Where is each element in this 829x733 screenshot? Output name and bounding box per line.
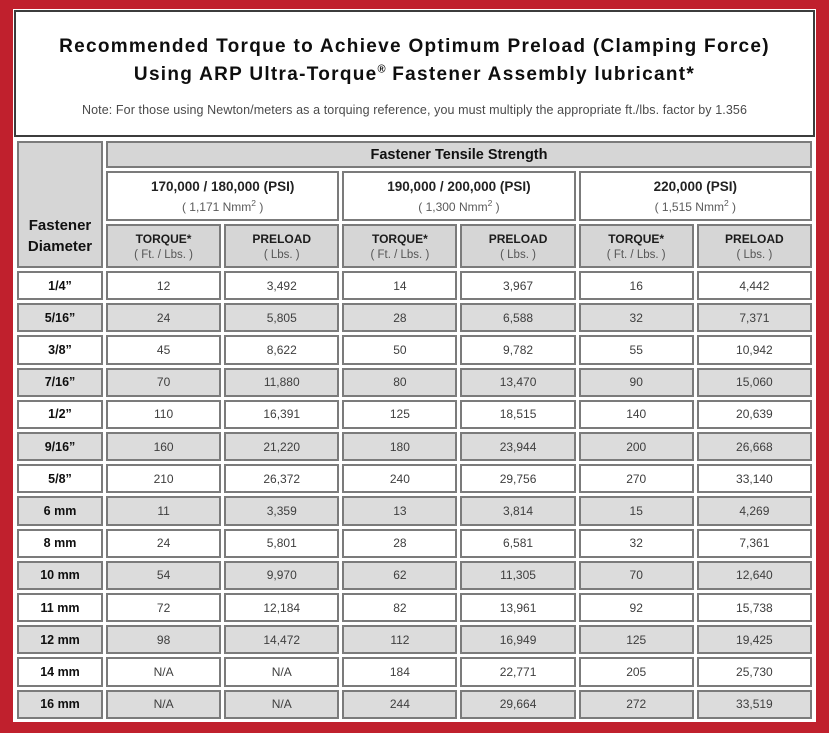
torque-cell: 15 [579,496,694,525]
corner-line2: Diameter [27,238,93,255]
torque-unit: ( Ft. / Lbs. ) [134,248,193,261]
preload-label: PRELOAD [252,231,312,246]
content-area [13,9,816,722]
torque-cell: 240 [342,464,457,493]
preload-cell: 19,425 [697,625,812,654]
torque-cell: 70 [579,561,694,590]
diameter-cell: 14 mm [17,657,103,686]
diameter-cell: 7/16” [17,368,103,397]
torque-cell: 200 [579,432,694,461]
diameter-cell: 8 mm [17,529,103,558]
preload-cell: 15,738 [697,593,812,622]
preload-cell: 9,970 [224,561,339,590]
preload-label: PRELOAD [488,231,548,246]
table-row [17,303,812,332]
psi-value: 220,000 (PSI) [653,179,737,195]
strength-170-180-header [106,171,339,221]
torque-label: TORQUE* [135,231,192,246]
preload-unit: ( Lbs. ) [263,248,300,261]
preload-unit: ( Lbs. ) [500,248,536,261]
table-row [17,400,812,429]
psi-header-row [17,171,812,221]
torque-cell: 32 [579,529,694,558]
nmm-text: ( 1,300 Nmm [418,200,488,214]
preload-cell: 16,949 [460,625,575,654]
torque-cell: 244 [342,690,457,719]
note-text: Note: For those using Newton/meters as a torquing reference, you must multiply the appropriate ft./lbs. factor by 1.356 [81,102,747,117]
torque-cell: 54 [106,561,221,590]
preload-cell: 20,639 [697,400,812,429]
torque-cell: 24 [106,303,221,332]
preload-label: PRELOAD [725,231,784,246]
torque-cell: 270 [579,464,694,493]
table-row [17,529,812,558]
nmm-text: ( 1,171 Nmm [181,200,252,214]
nmm-close: ) [728,200,737,214]
preload-cell: 22,771 [460,657,575,686]
torque-cell: 98 [106,625,221,654]
registered-trademark-symbol: ® [377,63,386,76]
preload-cell: 7,371 [697,303,812,332]
preload-cell: 8,622 [224,335,339,364]
preload-cell: 6,581 [460,529,575,558]
torque-cell: 205 [579,657,694,686]
table-row [17,368,812,397]
nmm-superscript: 2 [487,198,493,208]
torque-cell: 11 [106,496,221,525]
torque-column-header [106,224,221,268]
torque-cell: N/A [106,657,221,686]
preload-cell: 29,664 [460,690,575,719]
title-line2-text: Using ARP Ultra-Torque [133,64,378,85]
fastener-diameter-header [17,141,103,268]
preload-cell: 12,640 [697,561,812,590]
preload-cell: 13,961 [460,593,575,622]
preload-cell: 21,220 [224,432,339,461]
nmm-superscript: 2 [723,198,729,208]
torque-cell: 62 [342,561,457,590]
nmm-value [346,198,571,216]
torque-cell: 160 [106,432,221,461]
torque-cell: 82 [342,593,457,622]
preload-cell: 29,756 [460,464,575,493]
torque-cell: 110 [106,400,221,429]
table-row [17,432,812,461]
torque-cell: N/A [106,690,221,719]
preload-cell: 10,942 [697,335,812,364]
preload-column-header [460,224,575,268]
title-line2-tail: Fastener Assembly lubricant* [385,64,696,85]
preload-cell: 14,472 [224,625,339,654]
diameter-cell: 6 mm [17,496,103,525]
page-title-line1: Recommended Torque to Achieve Optimum Preload (Clamping Force) [59,35,770,57]
preload-cell: 33,140 [697,464,812,493]
torque-cell: 70 [106,368,221,397]
diameter-cell: 12 mm [17,625,103,654]
torque-cell: 28 [342,529,457,558]
nmm-value [583,198,808,216]
preload-cell: 3,814 [460,496,575,525]
nmm-close: ) [492,200,500,214]
preload-cell: 5,801 [224,529,339,558]
psi-value: 170,000 / 180,000 (PSI) [150,179,295,195]
table-row [17,690,812,719]
diameter-cell: 1/4” [17,271,103,300]
torque-cell: 28 [342,303,457,332]
strength-190-200-header [342,171,575,221]
torque-cell: 125 [579,625,694,654]
torque-cell: 180 [342,432,457,461]
nmm-close: ) [256,200,264,214]
tensile-strength-header: Fastener Tensile Strength [106,141,812,168]
preload-cell: 3,967 [460,271,575,300]
torque-cell: 272 [579,690,694,719]
torque-cell: 125 [342,400,457,429]
table-row [17,335,812,364]
title-box [14,10,815,137]
page-title-line2 [134,61,695,90]
torque-cell: 112 [342,625,457,654]
torque-cell: 72 [106,593,221,622]
nmm-text: ( 1,515 Nmm [654,200,724,214]
preload-column-header [224,224,339,268]
torque-cell: 210 [106,464,221,493]
preload-cell: 3,492 [224,271,339,300]
preload-cell: 18,515 [460,400,575,429]
diameter-cell: 16 mm [17,690,103,719]
table-row [17,271,812,300]
nmm-superscript: 2 [251,198,257,208]
torque-cell: 45 [106,335,221,364]
preload-cell: 16,391 [224,400,339,429]
psi-value: 190,000 / 200,000 (PSI) [387,179,531,195]
diameter-cell: 1/2” [17,400,103,429]
preload-cell: 25,730 [697,657,812,686]
torque-column-header [342,224,457,268]
torque-spec-table [14,138,815,722]
torque-cell: 92 [579,593,694,622]
table-row [17,625,812,654]
preload-cell: 26,668 [697,432,812,461]
torque-cell: 55 [579,335,694,364]
preload-cell: 33,519 [697,690,812,719]
diameter-cell: 3/8” [17,335,103,364]
diameter-cell: 5/16” [17,303,103,332]
torque-cell: 184 [342,657,457,686]
preload-unit: ( Lbs. ) [736,248,773,261]
preload-cell: 7,361 [697,529,812,558]
torque-cell: 32 [579,303,694,332]
torque-cell: 90 [579,368,694,397]
preload-cell: 23,944 [460,432,575,461]
table-row [17,496,812,525]
preload-cell: 4,269 [697,496,812,525]
column-header-row [17,224,812,268]
table-row [17,561,812,590]
corner-line1: Fastener [28,217,92,234]
strength-220-header [579,171,812,221]
torque-cell: 24 [106,529,221,558]
nmm-value [110,198,335,216]
diameter-cell: 10 mm [17,561,103,590]
preload-cell: 5,805 [224,303,339,332]
preload-cell: 6,588 [460,303,575,332]
table-row [17,593,812,622]
torque-cell: 80 [342,368,457,397]
preload-cell: 11,305 [460,561,575,590]
torque-cell: 12 [106,271,221,300]
table-row [17,657,812,686]
torque-unit: ( Ft. / Lbs. ) [606,248,666,261]
group-header-row [17,141,812,168]
torque-cell: 14 [342,271,457,300]
torque-unit: ( Ft. / Lbs. ) [370,248,430,261]
preload-cell: 9,782 [460,335,575,364]
torque-label: TORQUE* [371,231,428,246]
torque-column-header [579,224,694,268]
diameter-cell: 5/8” [17,464,103,493]
diameter-cell: 11 mm [17,593,103,622]
preload-cell: 3,359 [224,496,339,525]
preload-cell: 12,184 [224,593,339,622]
torque-label: TORQUE* [608,231,665,246]
preload-cell: N/A [224,690,339,719]
diameter-cell: 9/16” [17,432,103,461]
preload-cell: 11,880 [224,368,339,397]
torque-cell: 140 [579,400,694,429]
preload-cell: N/A [224,657,339,686]
torque-cell: 13 [342,496,457,525]
preload-cell: 26,372 [224,464,339,493]
preload-cell: 4,442 [697,271,812,300]
table-row [17,464,812,493]
preload-cell: 13,470 [460,368,575,397]
torque-cell: 16 [579,271,694,300]
preload-cell: 15,060 [697,368,812,397]
torque-cell: 50 [342,335,457,364]
preload-column-header [697,224,812,268]
